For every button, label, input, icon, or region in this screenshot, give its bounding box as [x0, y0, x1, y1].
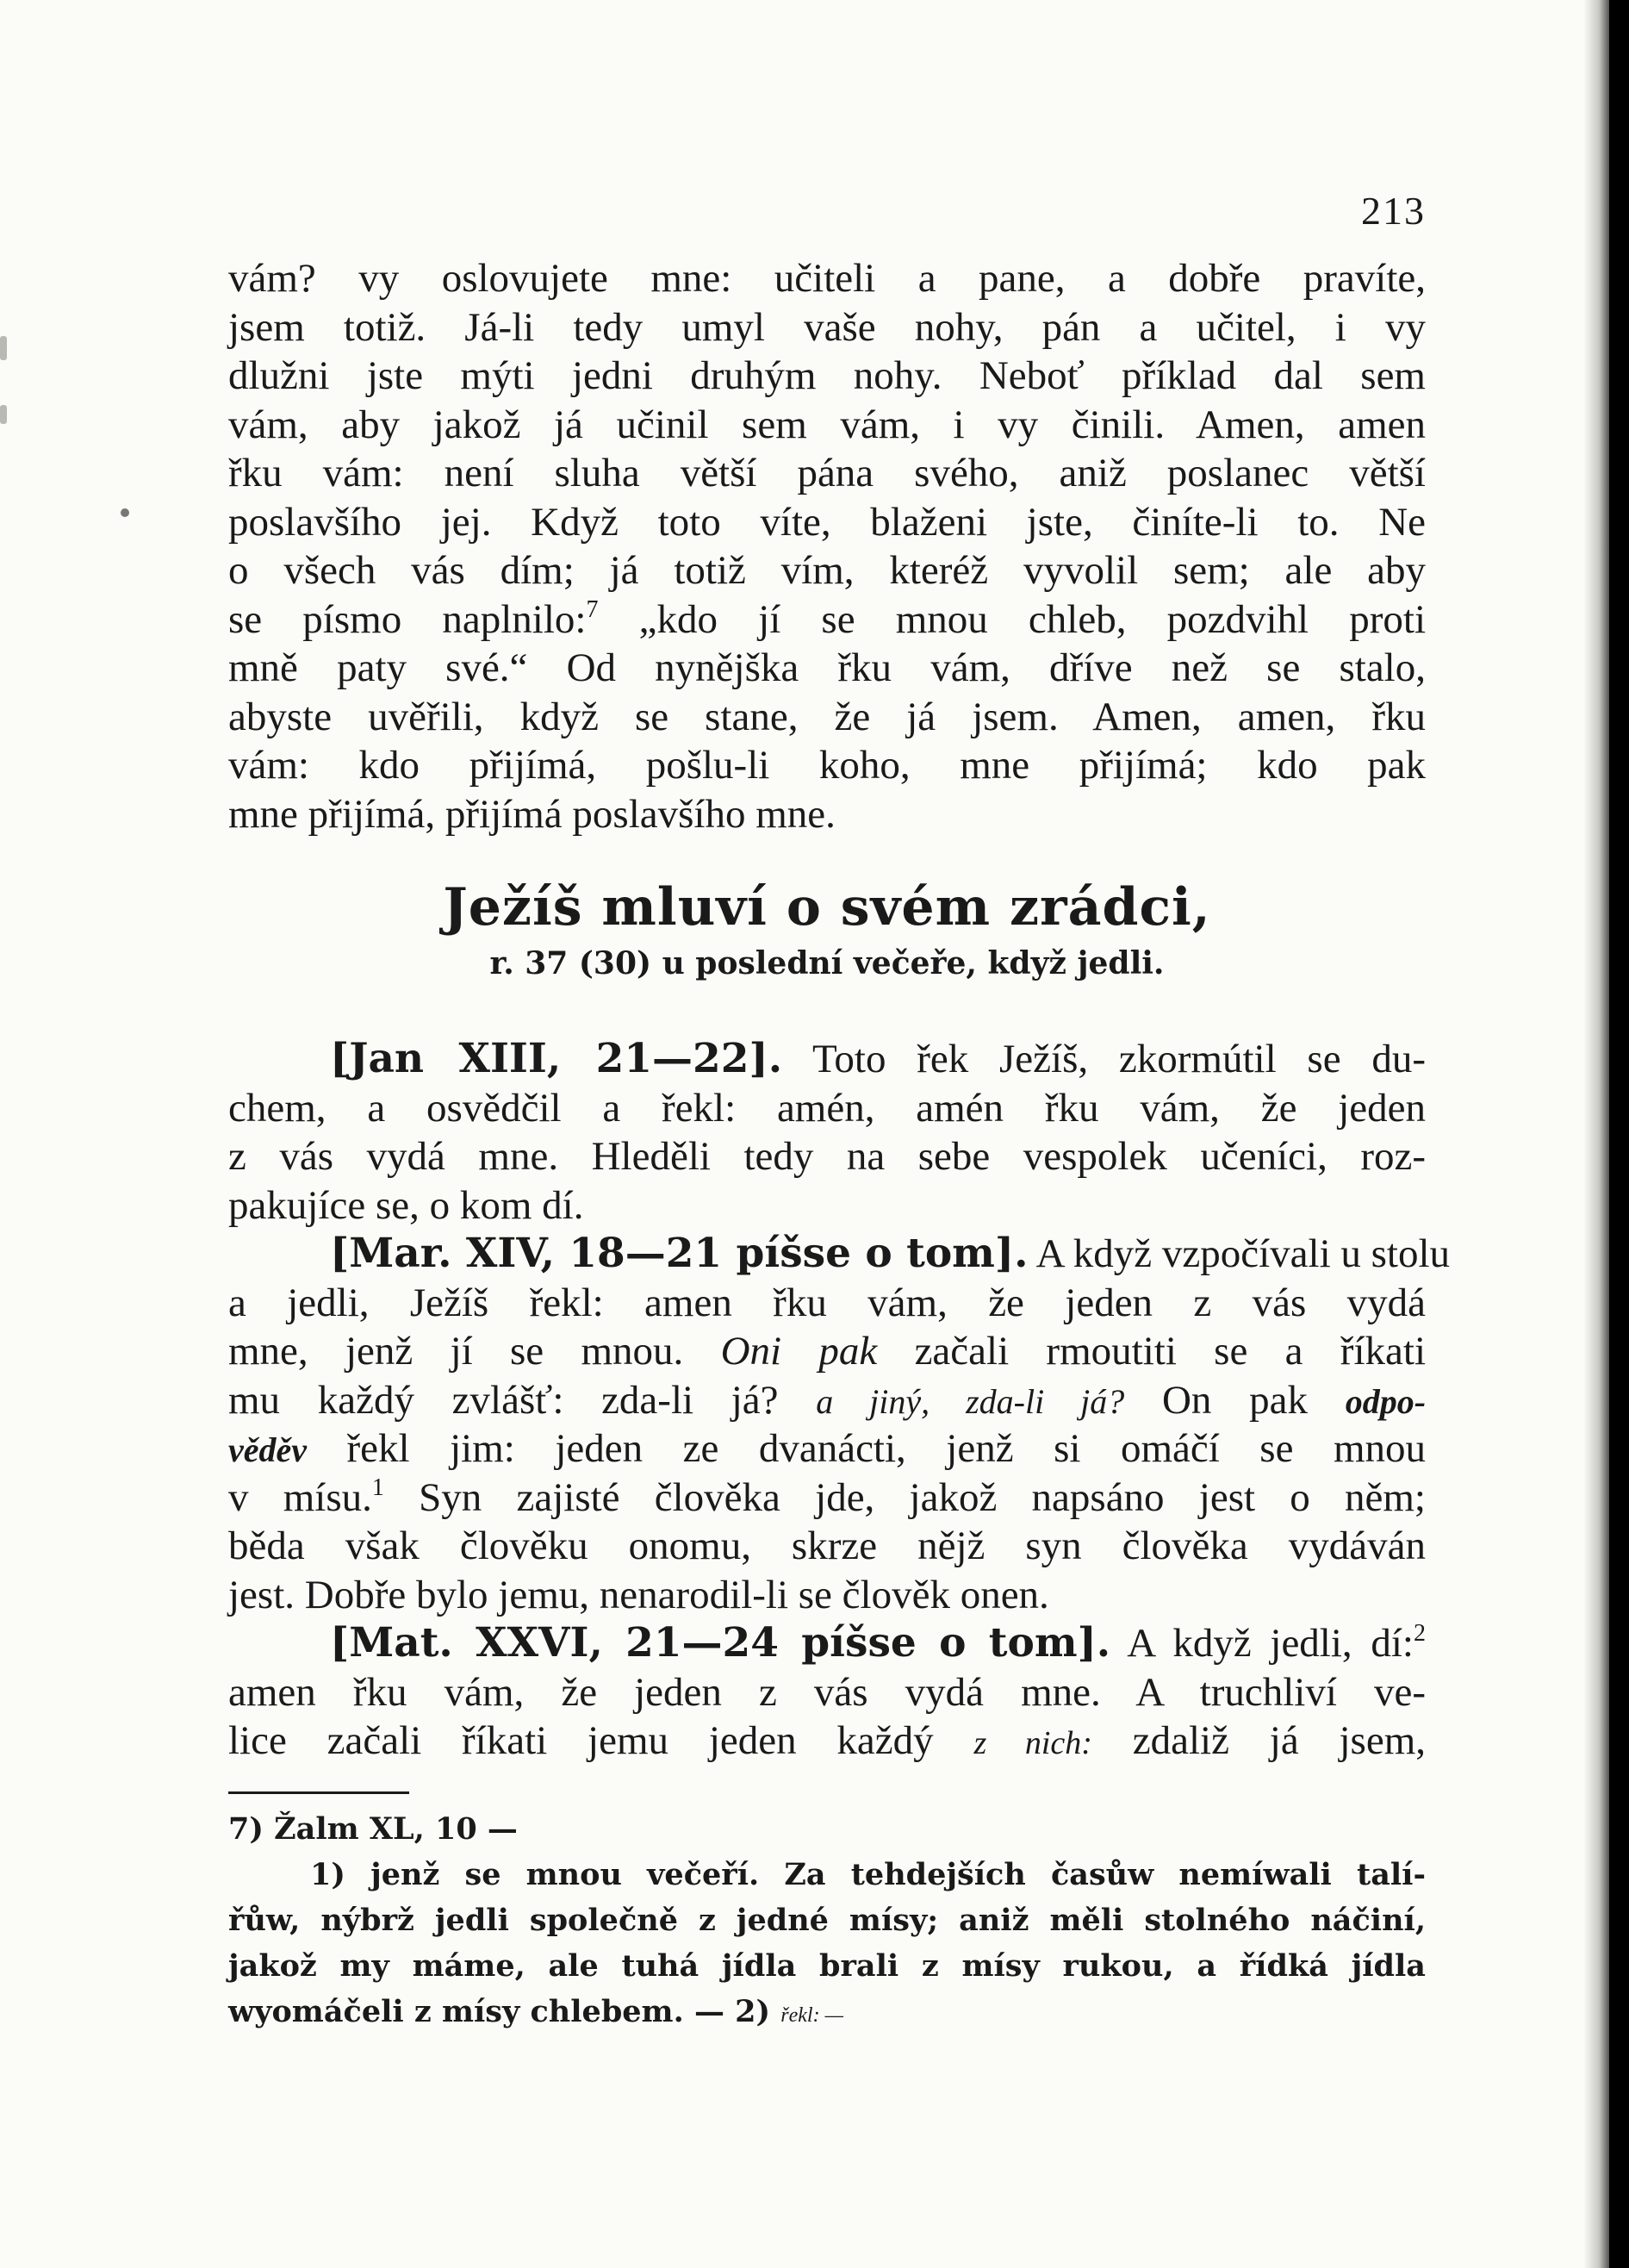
text-segment: A když vzpočívali u stolu — [1035, 1231, 1451, 1276]
text-segment: Toto řek Ježíš, zkormútil se du- — [811, 1037, 1426, 1081]
text-line: pakujíce se, o kom dí. — [228, 1182, 584, 1228]
section-heading: Ježíš mluví o svém zrádci, — [443, 877, 1211, 938]
section-subheading: r. 37 (30) u poslední večeře, když jedli. — [489, 945, 1165, 981]
text-segment: Syn zajisté člověka jde, jakož napsáno jest o něm; — [419, 1474, 1426, 1520]
text-segment: řekl jim: jeden ze dvanácti, jenž si omáčí se mnou — [346, 1426, 1427, 1471]
scripture-reference: [Mat. XXVI, 21—24 píšse o tom]. — [330, 1619, 1111, 1667]
text-segment: lice začali říkati jemu jeden každý — [228, 1718, 934, 1763]
text-line — [228, 1035, 1426, 1084]
text-line: chem, a osvědčil a řekl: amén, amén řku vám, že jeden — [228, 1085, 1426, 1131]
italic-insertion: věděv — [228, 1430, 308, 1469]
paragraph-4 — [228, 1619, 1426, 1766]
text-segment: zdaliž já jsem, — [1132, 1718, 1427, 1763]
text-segment: mne, jenž jí se mnou. — [228, 1329, 684, 1374]
text-line — [228, 595, 1426, 645]
page-edge-shadow — [1583, 0, 1609, 2268]
italic-insertion: a jiný, zda-li já? — [816, 1381, 1125, 1421]
paragraph-2 — [228, 1035, 1426, 1230]
footnote-ref-1: 1 — [371, 1474, 384, 1501]
footnote-1-line: jakož my máme, ale tuhá jídla brali z mísy rukou, a řídká jídla — [228, 1947, 1426, 1984]
ink-speck — [121, 508, 129, 517]
footnote-7: 7) Žalm XL, 10 — — [228, 1810, 518, 1847]
text-line: běda však člověku onomu, skrze nějž syn člověka vydáván — [228, 1523, 1426, 1568]
text-line: mně paty své.“ Od nynějška řku vám, dříve než se stalo, — [228, 645, 1426, 690]
footnote-2-number: 2) — [735, 1993, 771, 2029]
footnote-1-line: 1) jenž se mnou večeří. Za tehdejších časůw nemíwali talí- — [310, 1856, 1426, 1892]
text-line — [228, 1424, 1426, 1474]
text-line: jsem totiž. Já-li tedy umyl vaše nohy, pán a učitel, i vy — [228, 304, 1426, 350]
italic-insertion: z nich: — [973, 1725, 1092, 1761]
text-segment: On pak — [1161, 1377, 1308, 1423]
text-segment: „kdo jí se mnou chleb, pozdvihl proti — [638, 596, 1427, 642]
text-line: vám: kdo přijímá, pošlu-li koho, mne přijímá; kdo pak — [228, 743, 1426, 788]
text-line: a jedli, Ježíš řekl: amen řku vám, že jeden z vás vydá — [228, 1280, 1426, 1325]
paragraph-3 — [228, 1230, 1451, 1619]
text-line — [228, 1376, 1426, 1425]
footnote-ref-7: 7 — [586, 595, 599, 623]
italic-insertion: odpo- — [1345, 1381, 1427, 1421]
text-line: dlužni jste mýti jedni druhým nohy. Neboť příklad dal sem — [228, 353, 1426, 398]
text-segment: mu každý zvlášť: zda-li já? — [228, 1377, 779, 1423]
footnote-rule — [228, 1791, 409, 1794]
text-line — [228, 1717, 1426, 1766]
page-body — [228, 254, 1451, 2034]
text-segment: wyomáčeli z mísy chlebem. — — [228, 1993, 724, 2029]
binding-mark — [0, 336, 7, 360]
text-segment: v mísu. — [228, 1474, 372, 1520]
footnote-ref-2: 2 — [1413, 1620, 1426, 1647]
text-line: poslavšího jej. Když toto víte, blaženi jste, činíte-li to. Ne — [228, 499, 1426, 545]
footnote-2-text: řekl: — — [780, 2003, 843, 2027]
text-segment: se písmo naplnilo: — [228, 596, 587, 642]
text-line — [228, 1230, 1451, 1279]
footnotes — [228, 1806, 1426, 2034]
text-segment: začali rmoutiti se a říkati — [914, 1329, 1426, 1374]
text-line: jest. Dobře bylo jemu, nenarodil-li se člověk onen. — [228, 1572, 1049, 1617]
text-segment: A když jedli, dí: — [1127, 1621, 1414, 1666]
text-line — [228, 1619, 1426, 1668]
scripture-reference: [Jan XIII, 21—22]. — [330, 1035, 783, 1082]
page-number: 213 — [1361, 189, 1426, 233]
text-line: amen řku vám, že jeden z vás vydá mne. A truchliví ve- — [228, 1669, 1426, 1715]
paragraph-1 — [228, 254, 1426, 838]
footnote-1-line: řůw, nýbrž jedli společně z jedné mísy; aniž měli stolného náčiní, — [228, 1902, 1426, 1938]
text-line: řku vám: není sluha větší pána svého, aniž poslanec větší — [228, 451, 1426, 495]
text-line — [228, 1327, 1426, 1376]
binding-mark — [0, 405, 7, 424]
scripture-reference: [Mar. XIV, 18—21 píšse o tom]. — [330, 1230, 1029, 1277]
footnote-1-line — [228, 1989, 1426, 2034]
text-line: vám? vy oslovujete mne: učiteli a pane, a dobře pravíte, — [228, 256, 1426, 301]
text-line: o všech vás dím; já totiž vím, kteréž vyvolil sem; ale aby — [228, 548, 1426, 593]
text-line: abyste uvěřili, když se stane, že já jsem. Amen, amen, řku — [228, 694, 1426, 739]
text-line: z vás vydá mne. Hleděli tedy na sebe vespolek učeníci, roz- — [228, 1134, 1426, 1179]
text-line: mne přijímá, přijímá poslavšího mne. — [228, 791, 836, 837]
italic-insertion: Oni pak — [720, 1329, 878, 1374]
text-line: vám, aby jakož já učinil sem vám, i vy činili. Amen, amen — [228, 402, 1426, 447]
text-line — [228, 1474, 1426, 1523]
